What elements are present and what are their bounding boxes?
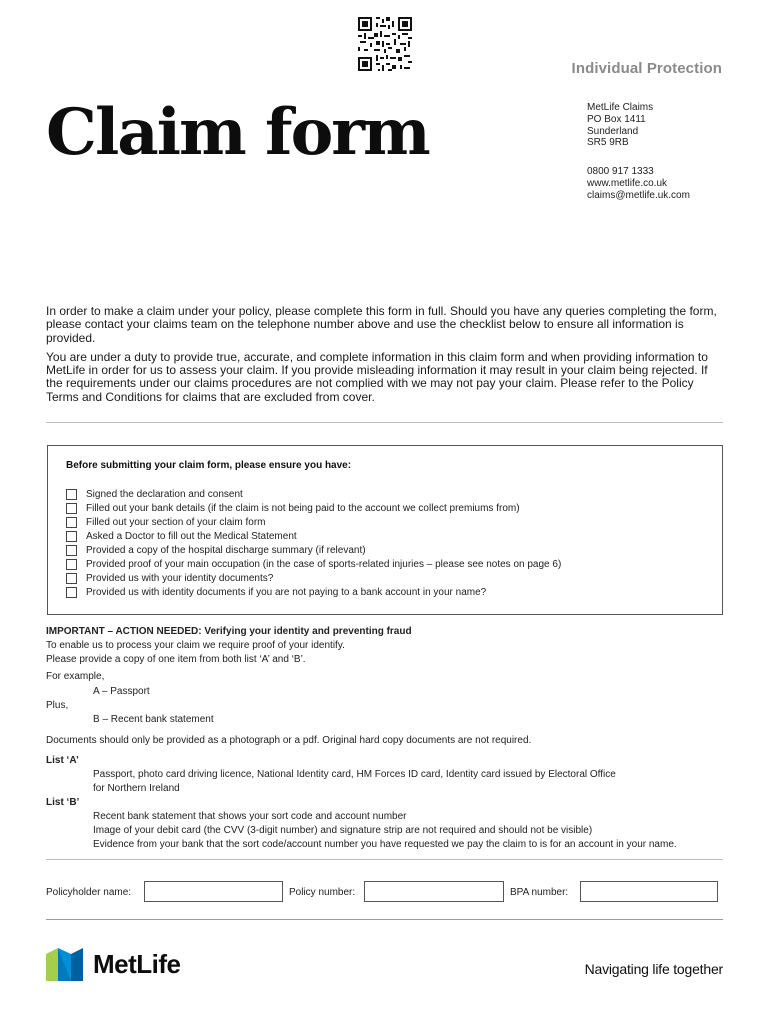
list-b-item: Evidence from your bank that the sort code/account number you have requested we pay the claim to is for an account in your name. xyxy=(93,839,677,850)
metlife-logo-icon xyxy=(46,948,83,981)
list-b-item: Recent bank statement that shows your sort code and account number xyxy=(93,811,407,822)
checklist-heading: Before submitting your claim form, please ensure you have: xyxy=(66,460,352,471)
list-a-label: List ‘A’ xyxy=(46,755,79,766)
checklist-item-label: Provided a copy of the hospital discharge summary (if relevant) xyxy=(86,544,366,556)
list-b-item: Image of your debit card (the CVV (3-digit number) and signature strip are not required and should not be visible) xyxy=(93,825,593,836)
checklist-item-label: Provided us with identity documents if you are not paying to a bank account in your name? xyxy=(86,586,487,598)
list-a-line: Passport, photo card driving licence, National Identity card, HM Forces ID card, Identity card issued by Electoral Office xyxy=(93,769,616,780)
checklist-item xyxy=(66,515,561,529)
checklist-item xyxy=(66,557,561,571)
claims-address xyxy=(587,102,653,149)
checklist-item xyxy=(66,487,561,501)
important-line: Please provide a copy of one item from both list ‘A’ and ‘B’. xyxy=(46,654,306,665)
checkbox[interactable] xyxy=(66,559,77,570)
contact-details xyxy=(587,166,690,201)
address-line: MetLife Claims xyxy=(587,102,654,113)
checkbox[interactable] xyxy=(66,517,77,528)
section-label: Individual Protection xyxy=(571,60,722,77)
checklist-item-label: Filled out your bank details (if the claim is not being paid to the account we collect premiums from) xyxy=(86,502,520,514)
phone-number: 0800 917 1333 xyxy=(587,166,654,177)
important-heading: IMPORTANT – ACTION NEEDED: Verifying your identity and preventing fraud xyxy=(46,626,412,637)
policy-details-row xyxy=(46,881,726,903)
checklist-item xyxy=(66,571,561,585)
checklist-item-label: Provided proof of your main occupation (in the case of sports-related injuries – please see notes on page 6) xyxy=(86,558,562,570)
checklist-item xyxy=(66,543,561,557)
metlife-logo xyxy=(46,947,181,981)
checkbox[interactable] xyxy=(66,587,77,598)
address-line: SR5 9RB xyxy=(587,137,629,149)
checklist-items xyxy=(66,487,561,599)
divider xyxy=(46,859,723,860)
intro-paragraph-1: In order to make a claim under your policy, please complete this form in full. Should you have any queries completing the form, please contact your claims team on the telephone number above and use the checklist below to ensure all information is provided. xyxy=(46,304,717,345)
policyholder-name-input[interactable] xyxy=(144,881,283,902)
example-b: B – Recent bank statement xyxy=(93,714,214,725)
intro-paragraph-2: You are under a duty to provide true, accurate, and complete information in this claim form and when providing information to MetLife in order for us to assess your claim. If you provide misleading information it may result in your claim being rejected. If the requirements under our claims procedures are not complied with we may not pay your claim. Please refer to the Policy Terms and Conditions for claims that are excluded from cover. xyxy=(46,349,708,404)
checklist-item xyxy=(66,585,561,599)
example-a: A – Passport xyxy=(93,686,150,697)
qr-code-icon xyxy=(358,17,412,71)
tagline: Navigating life together xyxy=(584,961,723,977)
checkbox[interactable] xyxy=(66,531,77,542)
divider xyxy=(46,422,723,423)
submission-checklist xyxy=(47,445,723,615)
plus-label: Plus, xyxy=(46,700,69,711)
policy-number-input[interactable] xyxy=(364,881,504,902)
policyholder-name-label: Policyholder name: xyxy=(46,887,132,898)
checklist-item xyxy=(66,529,561,543)
address-line: PO Box 1411 xyxy=(587,113,646,125)
checklist-item-label: Signed the declaration and consent xyxy=(86,488,243,500)
important-line: To enable us to process your claim we require proof of your identify. xyxy=(46,640,345,651)
checkbox[interactable] xyxy=(66,573,77,584)
website-link[interactable]: www.metlife.co.uk xyxy=(587,177,668,189)
brand-name: MetLife xyxy=(93,948,181,979)
address-line: Sunderland xyxy=(587,125,639,137)
example-label: For example, xyxy=(46,671,105,682)
checklist-item-label: Provided us with your identity documents? xyxy=(86,572,274,584)
checklist-item-label: Filled out your section of your claim form xyxy=(86,516,266,528)
email-link[interactable]: claims@metlife.uk.com xyxy=(587,189,690,201)
checklist-item xyxy=(66,501,561,515)
bpa-number-input[interactable] xyxy=(580,881,718,902)
checklist-item-label: Asked a Doctor to fill out the Medical Statement xyxy=(86,530,297,542)
list-b-label: List ‘B’ xyxy=(46,797,80,808)
checkbox[interactable] xyxy=(66,545,77,556)
intro-text xyxy=(46,305,726,410)
policy-number-label: Policy number: xyxy=(289,887,356,898)
documents-note: Documents should only be provided as a photograph or a pdf. Original hard copy documents are not required. xyxy=(46,735,532,746)
page-title: Claim form xyxy=(46,95,429,170)
checkbox[interactable] xyxy=(66,503,77,514)
list-a-line: for Northern Ireland xyxy=(93,783,180,794)
checkbox[interactable] xyxy=(66,489,77,500)
bpa-number-label: BPA number: xyxy=(510,887,569,898)
divider xyxy=(46,919,723,920)
